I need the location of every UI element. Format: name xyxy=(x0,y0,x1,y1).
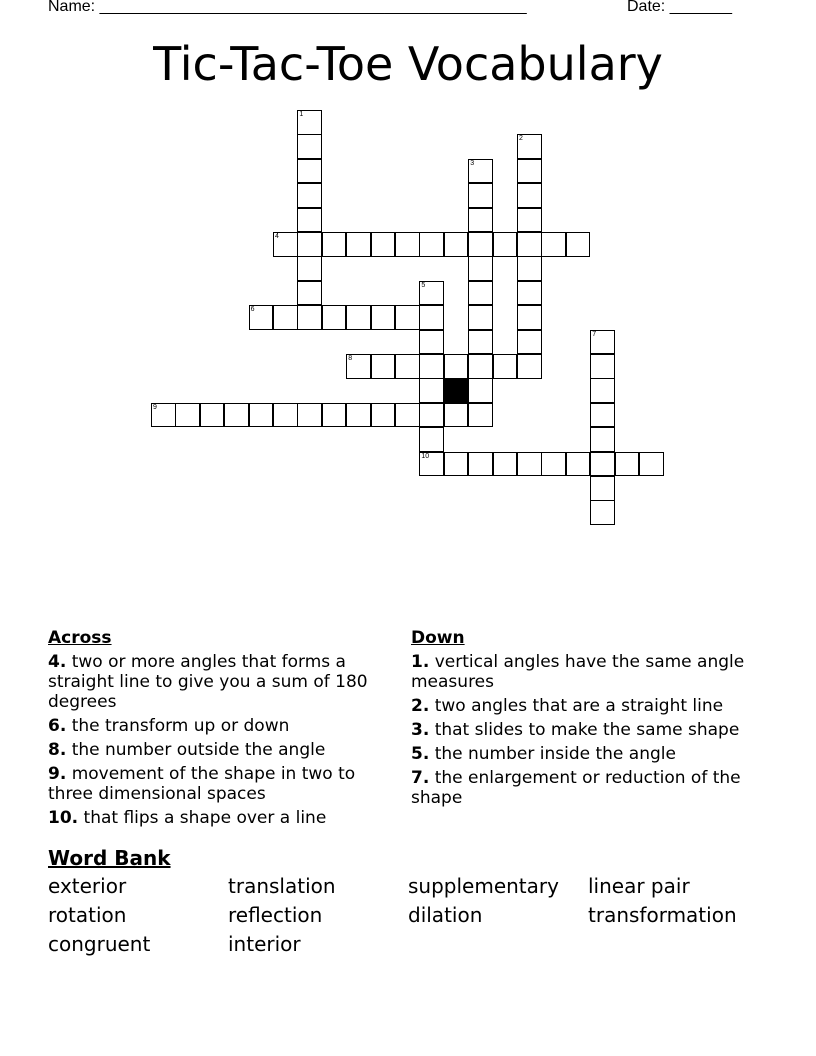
grid-cell[interactable] xyxy=(297,232,322,257)
clue-text: movement of the shape in two to three dimensional spaces xyxy=(48,764,356,804)
grid-cell[interactable] xyxy=(419,354,444,379)
cell-number: 2 xyxy=(519,135,523,143)
down-clue xyxy=(411,744,756,764)
grid-cell[interactable] xyxy=(468,378,493,403)
grid-cell[interactable] xyxy=(444,403,469,428)
grid-cell[interactable] xyxy=(346,305,371,330)
grid-cell[interactable] xyxy=(371,232,396,257)
word-bank-item: rotation xyxy=(48,903,127,927)
cell-number: 3 xyxy=(470,159,475,167)
grid-cell[interactable] xyxy=(517,208,542,233)
down-clue xyxy=(411,696,756,716)
grid-cell[interactable] xyxy=(468,159,493,184)
grid-cell[interactable] xyxy=(297,403,322,428)
grid-cell[interactable] xyxy=(590,354,615,379)
grid-cell[interactable] xyxy=(468,403,493,428)
black-cell xyxy=(444,378,469,403)
grid-cell[interactable] xyxy=(639,452,664,477)
word-bank-item: linear pair xyxy=(588,874,690,898)
grid-cell[interactable] xyxy=(273,403,298,428)
clue-text: the number outside the angle xyxy=(66,740,326,760)
cell-number: 5 xyxy=(421,281,426,289)
grid-cell[interactable] xyxy=(590,378,615,403)
grid-cell[interactable] xyxy=(517,183,542,208)
grid-cell[interactable] xyxy=(175,403,200,428)
word-bank-item: dilation xyxy=(408,903,483,927)
word-bank-heading: Word Bank xyxy=(48,846,171,870)
grid-cell[interactable] xyxy=(517,134,542,159)
grid-cell[interactable] xyxy=(541,232,566,257)
grid-cell[interactable] xyxy=(395,305,420,330)
grid-cell[interactable] xyxy=(493,232,518,257)
grid-cell[interactable] xyxy=(615,452,640,477)
grid-cell[interactable] xyxy=(468,330,493,355)
clue-text: two or more angles that forms a straight line to give you a sum of 180 degrees xyxy=(48,652,368,712)
grid-cell[interactable] xyxy=(444,232,469,257)
word-bank-item: translation xyxy=(228,874,336,898)
grid-cell[interactable] xyxy=(297,159,322,184)
grid-cell[interactable] xyxy=(151,403,176,428)
clue-number: 2. xyxy=(411,696,430,716)
grid-cell[interactable] xyxy=(297,281,322,306)
grid-cell[interactable] xyxy=(517,256,542,281)
grid-cell[interactable] xyxy=(468,354,493,379)
grid-cell[interactable] xyxy=(493,452,518,477)
down-clue-list xyxy=(411,652,756,808)
grid-cell[interactable] xyxy=(249,305,274,330)
grid-cell[interactable] xyxy=(590,330,615,355)
cell-number: 9 xyxy=(153,403,157,411)
grid-cell[interactable] xyxy=(444,452,469,477)
clue-number: 1. xyxy=(411,652,430,672)
grid-cell[interactable] xyxy=(419,403,444,428)
grid-cell[interactable] xyxy=(297,183,322,208)
clue-number: 6. xyxy=(48,716,67,736)
grid-cell[interactable] xyxy=(468,208,493,233)
grid-cell[interactable] xyxy=(249,403,274,428)
clue-number: 4. xyxy=(48,652,67,672)
grid-cell[interactable] xyxy=(200,403,225,428)
grid-cell[interactable] xyxy=(322,232,347,257)
grid-cell[interactable] xyxy=(566,232,591,257)
grid-cell[interactable] xyxy=(297,305,322,330)
word-bank-item: transformation xyxy=(588,903,737,927)
grid-cell[interactable] xyxy=(371,403,396,428)
clue-text: two angles that are a straight line xyxy=(429,696,724,716)
across-clue xyxy=(48,764,393,804)
word-bank-item: exterior xyxy=(48,874,127,898)
grid-cell[interactable] xyxy=(517,232,542,257)
grid-cell[interactable] xyxy=(322,403,347,428)
grid-cell[interactable] xyxy=(224,403,249,428)
word-bank-item: reflection xyxy=(228,903,323,927)
down-heading: Down xyxy=(411,628,465,648)
clue-text: that flips a shape over a line xyxy=(78,808,327,828)
clue-text: the enlargement or reduction of the shape xyxy=(411,768,741,808)
grid-cell[interactable] xyxy=(541,452,566,477)
word-bank-item: interior xyxy=(228,932,301,956)
grid-cell[interactable] xyxy=(517,330,542,355)
clue-number: 3. xyxy=(411,720,430,740)
grid-cell[interactable] xyxy=(273,305,298,330)
grid-cell[interactable] xyxy=(297,134,322,159)
cell-number: 1 xyxy=(299,111,304,118)
grid-cell[interactable] xyxy=(419,330,444,355)
grid-cell[interactable] xyxy=(517,305,542,330)
down-clue xyxy=(411,652,756,692)
grid-cell[interactable] xyxy=(517,354,542,379)
across-clue xyxy=(48,740,393,760)
date-field[interactable]: Date: _______ xyxy=(627,0,732,15)
grid-cell[interactable] xyxy=(395,403,420,428)
cell-number: 10 xyxy=(421,452,430,460)
page-title: Tic-Tac-Toe Vocabulary xyxy=(153,37,663,91)
grid-cell[interactable] xyxy=(590,500,615,525)
grid-cell[interactable] xyxy=(590,452,615,477)
grid-cell[interactable] xyxy=(517,452,542,477)
grid-cell[interactable] xyxy=(346,232,371,257)
across-clue-list xyxy=(48,652,393,828)
clue-number: 10. xyxy=(48,808,79,828)
grid-cell[interactable] xyxy=(346,403,371,428)
grid-cell[interactable] xyxy=(468,281,493,306)
grid-cell[interactable] xyxy=(468,305,493,330)
grid-cell[interactable] xyxy=(395,354,420,379)
cell-number: 8 xyxy=(348,355,353,362)
across-clue xyxy=(48,808,393,828)
grid-cell[interactable] xyxy=(444,354,469,379)
grid-cell[interactable] xyxy=(517,159,542,184)
grid-cell[interactable] xyxy=(590,476,615,501)
name-field[interactable]: Name: ________________________________________________ xyxy=(48,0,527,15)
grid-cell[interactable] xyxy=(566,452,591,477)
grid-cell[interactable] xyxy=(590,427,615,452)
cell-number: 6 xyxy=(250,306,255,314)
clue-number: 8. xyxy=(48,740,67,760)
grid-cell[interactable] xyxy=(419,305,444,330)
clue-number: 7. xyxy=(411,768,430,788)
grid-cell[interactable] xyxy=(371,305,396,330)
across-clue xyxy=(48,652,393,712)
grid-cell[interactable] xyxy=(468,183,493,208)
across-clues xyxy=(48,628,393,832)
grid-cell[interactable] xyxy=(468,232,493,257)
grid-cell[interactable] xyxy=(493,354,518,379)
down-clue xyxy=(411,720,756,740)
cell-number: 4 xyxy=(275,233,279,240)
word-bank xyxy=(48,874,768,957)
grid-cell[interactable] xyxy=(419,281,444,306)
grid-cell[interactable] xyxy=(468,452,493,477)
grid-cell[interactable] xyxy=(297,256,322,281)
grid-cell[interactable] xyxy=(322,305,347,330)
grid-cell[interactable] xyxy=(517,281,542,306)
clue-number: 5. xyxy=(411,744,430,764)
across-heading: Across xyxy=(48,628,112,648)
word-bank-item: congruent xyxy=(48,932,151,956)
cell-number: 7 xyxy=(592,330,597,338)
grid-cell[interactable] xyxy=(590,403,615,428)
clue-number: 9. xyxy=(48,764,67,784)
grid-cell[interactable] xyxy=(419,232,444,257)
across-clue xyxy=(48,716,393,736)
grid-cell[interactable] xyxy=(419,378,444,403)
grid-cell[interactable] xyxy=(297,208,322,233)
grid-cell[interactable] xyxy=(419,452,444,477)
clue-text: the number inside the angle xyxy=(429,744,676,764)
clue-text: that slides to make the same shape xyxy=(429,720,740,740)
grid-cell[interactable] xyxy=(346,354,371,379)
grid-cell[interactable] xyxy=(395,232,420,257)
down-clues xyxy=(411,628,756,812)
grid-cell[interactable] xyxy=(371,354,396,379)
word-bank-item: supplementary xyxy=(408,874,559,898)
down-clue xyxy=(411,768,756,808)
clue-text: vertical angles have the same angle measures xyxy=(411,652,745,692)
grid-cell[interactable] xyxy=(297,110,322,135)
grid-cell[interactable] xyxy=(468,256,493,281)
grid-cell[interactable] xyxy=(273,232,298,257)
grid-cell[interactable] xyxy=(419,427,444,452)
clue-text: the transform up or down xyxy=(66,716,290,736)
